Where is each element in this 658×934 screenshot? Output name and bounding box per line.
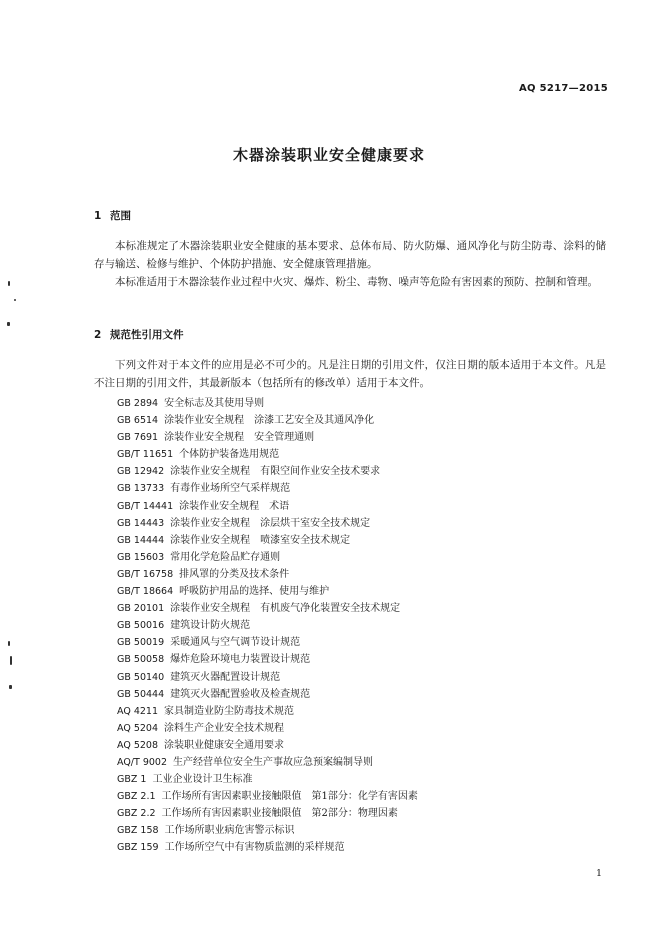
standard-code: AQ 5217—2015 — [519, 83, 608, 94]
reference-title: 涂装作业安全规程 安全管理通则 — [164, 432, 315, 444]
scan-speck — [7, 322, 10, 326]
page-number: 1 — [595, 868, 602, 879]
reference-code: GB 50019 — [117, 637, 165, 649]
reference-code: GBZ 1 — [117, 774, 147, 786]
section-heading-scope — [94, 208, 131, 223]
reference-code: AQ 4211 — [117, 705, 159, 717]
reference-title: 工业企业设计卫生标准 — [152, 774, 253, 786]
reference-title: 家具制造业防尘防毒技术规范 — [164, 705, 295, 717]
scan-speck — [8, 641, 10, 646]
scope-paragraph-2: 本标准适用于木器涂装作业过程中火灾、爆炸、粉尘、毒物、噪声等危险有害因素的预防、控制和管理。 — [115, 276, 598, 288]
reference-item — [117, 446, 418, 463]
reference-item — [117, 754, 418, 771]
reference-code: GB 50058 — [117, 654, 165, 666]
reference-code: GB 6514 — [117, 415, 159, 427]
reference-code: GB/T 11651 — [117, 449, 174, 461]
reference-code: GB 14444 — [117, 534, 165, 546]
reference-code: GB 7691 — [117, 432, 159, 444]
reference-title: 生产经营单位安全生产事故应急预案编制导则 — [173, 756, 374, 768]
reference-title: 涂料生产企业安全技术规程 — [164, 722, 285, 734]
reference-item — [117, 651, 418, 668]
document-title: 木器涂装职业安全健康要求 — [232, 146, 425, 164]
reference-item — [117, 788, 418, 805]
reference-item — [117, 395, 418, 412]
reference-title: 涂装作业安全规程 喷漆室安全技术规定 — [170, 534, 351, 546]
reference-item — [117, 566, 418, 583]
reference-item — [117, 412, 418, 429]
scope-paragraph-1: 本标准规定了木器涂装职业安全健康的基本要求、总体布局、防火防爆、通风净化与防尘防毒、涂料的储存与输送、检修与维护、个体防护措施、安全健康管理措施。 — [94, 240, 606, 270]
reference-item — [117, 532, 418, 549]
reference-item — [117, 583, 418, 600]
reference-code: AQ 5204 — [117, 722, 159, 734]
reference-item — [117, 634, 418, 651]
reference-title: 个体防护装备选用规范 — [179, 449, 280, 461]
reference-item — [117, 737, 418, 754]
reference-item — [117, 669, 418, 686]
reference-item — [117, 429, 418, 446]
reference-title: 安全标志及其使用导则 — [164, 398, 265, 409]
reference-item — [117, 771, 418, 788]
reference-item — [117, 617, 418, 634]
reference-code: GB 12942 — [117, 466, 165, 478]
reference-code: GB/T 16758 — [117, 568, 174, 580]
section-title: 规范性引用文件 — [110, 329, 184, 341]
reference-title: 涂装作业安全规程 涂层烘干室安全技术规定 — [170, 517, 371, 529]
reference-item — [117, 498, 418, 515]
reference-list — [117, 395, 418, 857]
reference-code: GB 2894 — [117, 398, 159, 409]
reference-code: GB 50016 — [117, 620, 165, 632]
section-heading-normative-references — [94, 327, 184, 342]
reference-item — [117, 686, 418, 703]
reference-item — [117, 703, 418, 720]
reference-code: GB 14443 — [117, 517, 165, 529]
reference-code: GB/T 18664 — [117, 586, 174, 598]
scan-speck — [14, 299, 16, 301]
reference-title: 常用化学危险品贮存通则 — [170, 551, 281, 563]
reference-code: AQ/T 9002 — [117, 756, 168, 768]
reference-item — [117, 600, 418, 617]
reference-title: 工作场所职业病危害警示标识 — [164, 825, 295, 837]
reference-item — [117, 463, 418, 480]
reference-item — [117, 822, 418, 839]
reference-code: GB 50140 — [117, 671, 165, 683]
reference-title: 采暖通风与空气调节设计规范 — [170, 637, 301, 649]
reference-title: 工作场所有害因素职业接触限值 第2部分：物理因素 — [161, 808, 398, 820]
reference-title: 工作场所空气中有害物质监测的采样规范 — [164, 842, 345, 854]
reference-code: GBZ 2.1 — [117, 791, 156, 803]
reference-title: 涂装作业安全规程 有机废气净化装置安全技术规定 — [170, 603, 401, 615]
reference-title: 排风罩的分类及技术条件 — [179, 568, 290, 580]
section-number: 2 — [94, 329, 102, 341]
scan-speck — [9, 685, 12, 689]
reference-title: 有毒作业场所空气采样规范 — [170, 483, 291, 495]
reference-title: 涂装职业健康安全通用要求 — [164, 739, 285, 751]
reference-item — [117, 720, 418, 737]
scan-speck — [10, 656, 12, 665]
reference-code: GB 50444 — [117, 688, 165, 700]
reference-item — [117, 549, 418, 566]
references-intro-paragraph: 下列文件对于本文件的应用是必不可少的。凡是注日期的引用文件，仅注日期的版本适用于本文件。凡是不注日期的引用文件，其最新版本（包括所有的修改单）适用于本文件。 — [94, 359, 606, 389]
reference-code: GBZ 159 — [117, 842, 159, 854]
reference-title: 建筑设计防火规范 — [170, 620, 251, 632]
reference-title: 建筑灭火器配置验收及检查规范 — [170, 688, 311, 700]
reference-code: GBZ 2.2 — [117, 808, 156, 820]
section-number: 1 — [94, 210, 102, 222]
reference-code: GB/T 14441 — [117, 500, 174, 512]
section-title: 范围 — [110, 210, 131, 222]
reference-title: 爆炸危险环境电力装置设计规范 — [170, 654, 311, 666]
reference-title: 呼吸防护用品的选择、使用与维护 — [179, 586, 330, 598]
reference-code: GBZ 158 — [117, 825, 159, 837]
reference-title: 涂装作业安全规程 涂漆工艺安全及其通风净化 — [164, 415, 375, 427]
reference-code: GB 15603 — [117, 551, 165, 563]
reference-code: GB 20101 — [117, 603, 165, 615]
reference-item — [117, 839, 418, 856]
reference-title: 涂装作业安全规程 有限空间作业安全技术要求 — [170, 466, 381, 478]
scan-speck — [8, 281, 10, 286]
reference-item — [117, 515, 418, 532]
reference-title: 涂装作业安全规程 术语 — [179, 500, 290, 512]
reference-title: 建筑灭火器配置设计规范 — [170, 671, 281, 683]
reference-code: GB 13733 — [117, 483, 165, 495]
reference-item — [117, 480, 418, 497]
reference-code: AQ 5208 — [117, 739, 159, 751]
reference-title: 工作场所有害因素职业接触限值 第1部分：化学有害因素 — [161, 791, 418, 803]
reference-item — [117, 805, 418, 822]
